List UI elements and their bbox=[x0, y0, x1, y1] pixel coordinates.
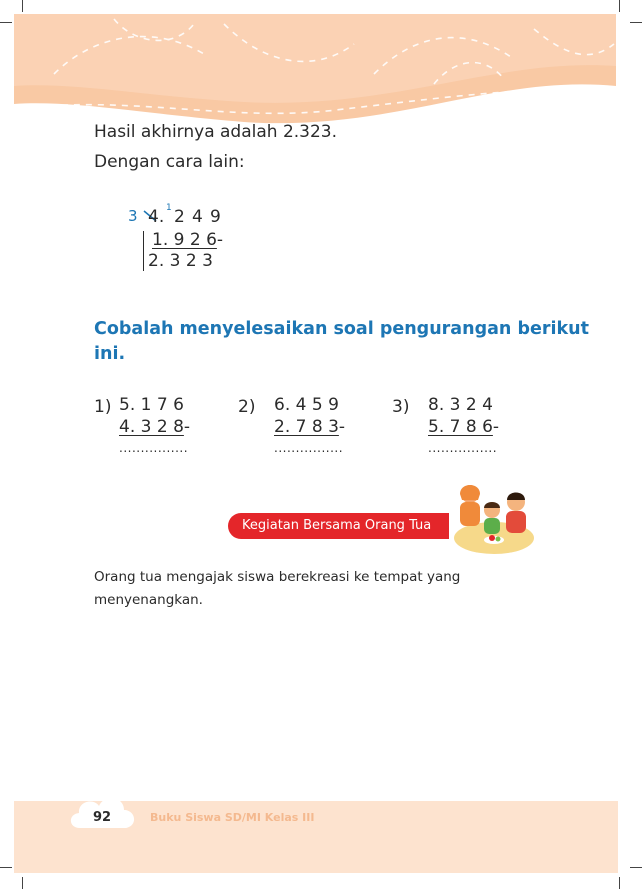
problem-bottom bbox=[119, 417, 190, 437]
answer-blank[interactable]: ................ bbox=[428, 441, 498, 455]
crop-mark bbox=[630, 22, 642, 23]
example-top-number bbox=[148, 207, 228, 227]
minus-sign: - bbox=[183, 417, 191, 437]
problem-number: 2) bbox=[238, 397, 256, 417]
digit: 2 bbox=[174, 207, 185, 227]
problem-top: 5. 1 7 6 bbox=[119, 395, 184, 415]
crop-mark bbox=[630, 867, 642, 868]
problem-number: 3) bbox=[392, 397, 410, 417]
answer-blank[interactable]: ................ bbox=[119, 441, 189, 455]
intro-line-2: Dengan cara lain: bbox=[94, 152, 245, 172]
bottom-value: 4. 3 2 8 bbox=[119, 417, 184, 437]
instruction-line-1: Cobalah menyelesaikan soal pengurangan berikut bbox=[94, 319, 589, 339]
digit: 4. bbox=[148, 207, 165, 227]
example-subtrahend bbox=[152, 230, 223, 250]
crop-mark bbox=[22, 0, 23, 12]
problem-number: 1) bbox=[94, 397, 112, 417]
crop-mark bbox=[0, 22, 12, 23]
crop-mark bbox=[0, 867, 12, 868]
answer-blank[interactable]: ................ bbox=[274, 441, 344, 455]
example-vertical-line bbox=[143, 231, 144, 271]
bottom-value: 5. 7 8 6 bbox=[428, 417, 493, 437]
instruction-line-2: ini. bbox=[94, 344, 126, 364]
family-illustration bbox=[448, 480, 534, 556]
subtrahend-value: 1. 9 2 6 bbox=[152, 230, 217, 250]
problem-bottom bbox=[428, 417, 499, 437]
digit: 4 bbox=[192, 207, 203, 227]
intro-line-1: Hasil akhirnya adalah 2.323. bbox=[94, 122, 338, 142]
crop-mark bbox=[619, 877, 620, 889]
problem-top: 6. 4 5 9 bbox=[274, 395, 339, 415]
digit: 9 bbox=[210, 207, 221, 227]
borrow-new-digit: 3 bbox=[128, 207, 138, 225]
minus-sign: - bbox=[216, 230, 224, 250]
activity-text-line-2: menyenangkan. bbox=[94, 592, 203, 608]
activity-banner: Kegiatan Bersama Orang Tua bbox=[228, 513, 449, 539]
problem-top: 8. 3 2 4 bbox=[428, 395, 493, 415]
page-number: 92 bbox=[93, 810, 112, 825]
activity-text-line-1: Orang tua mengajak siswa berekreasi ke tempat yang bbox=[94, 569, 461, 585]
crop-mark bbox=[22, 877, 23, 889]
minus-sign: - bbox=[492, 417, 500, 437]
borrow-carry-digit: 1 bbox=[166, 203, 172, 213]
problem-bottom bbox=[274, 417, 345, 437]
crop-mark bbox=[619, 0, 620, 12]
header-decoration bbox=[14, 14, 616, 132]
example-result: 2. 3 2 3 bbox=[148, 251, 213, 271]
book-title: Buku Siswa SD/MI Kelas III bbox=[150, 811, 315, 824]
bottom-value: 2. 7 8 3 bbox=[274, 417, 339, 437]
minus-sign: - bbox=[338, 417, 346, 437]
